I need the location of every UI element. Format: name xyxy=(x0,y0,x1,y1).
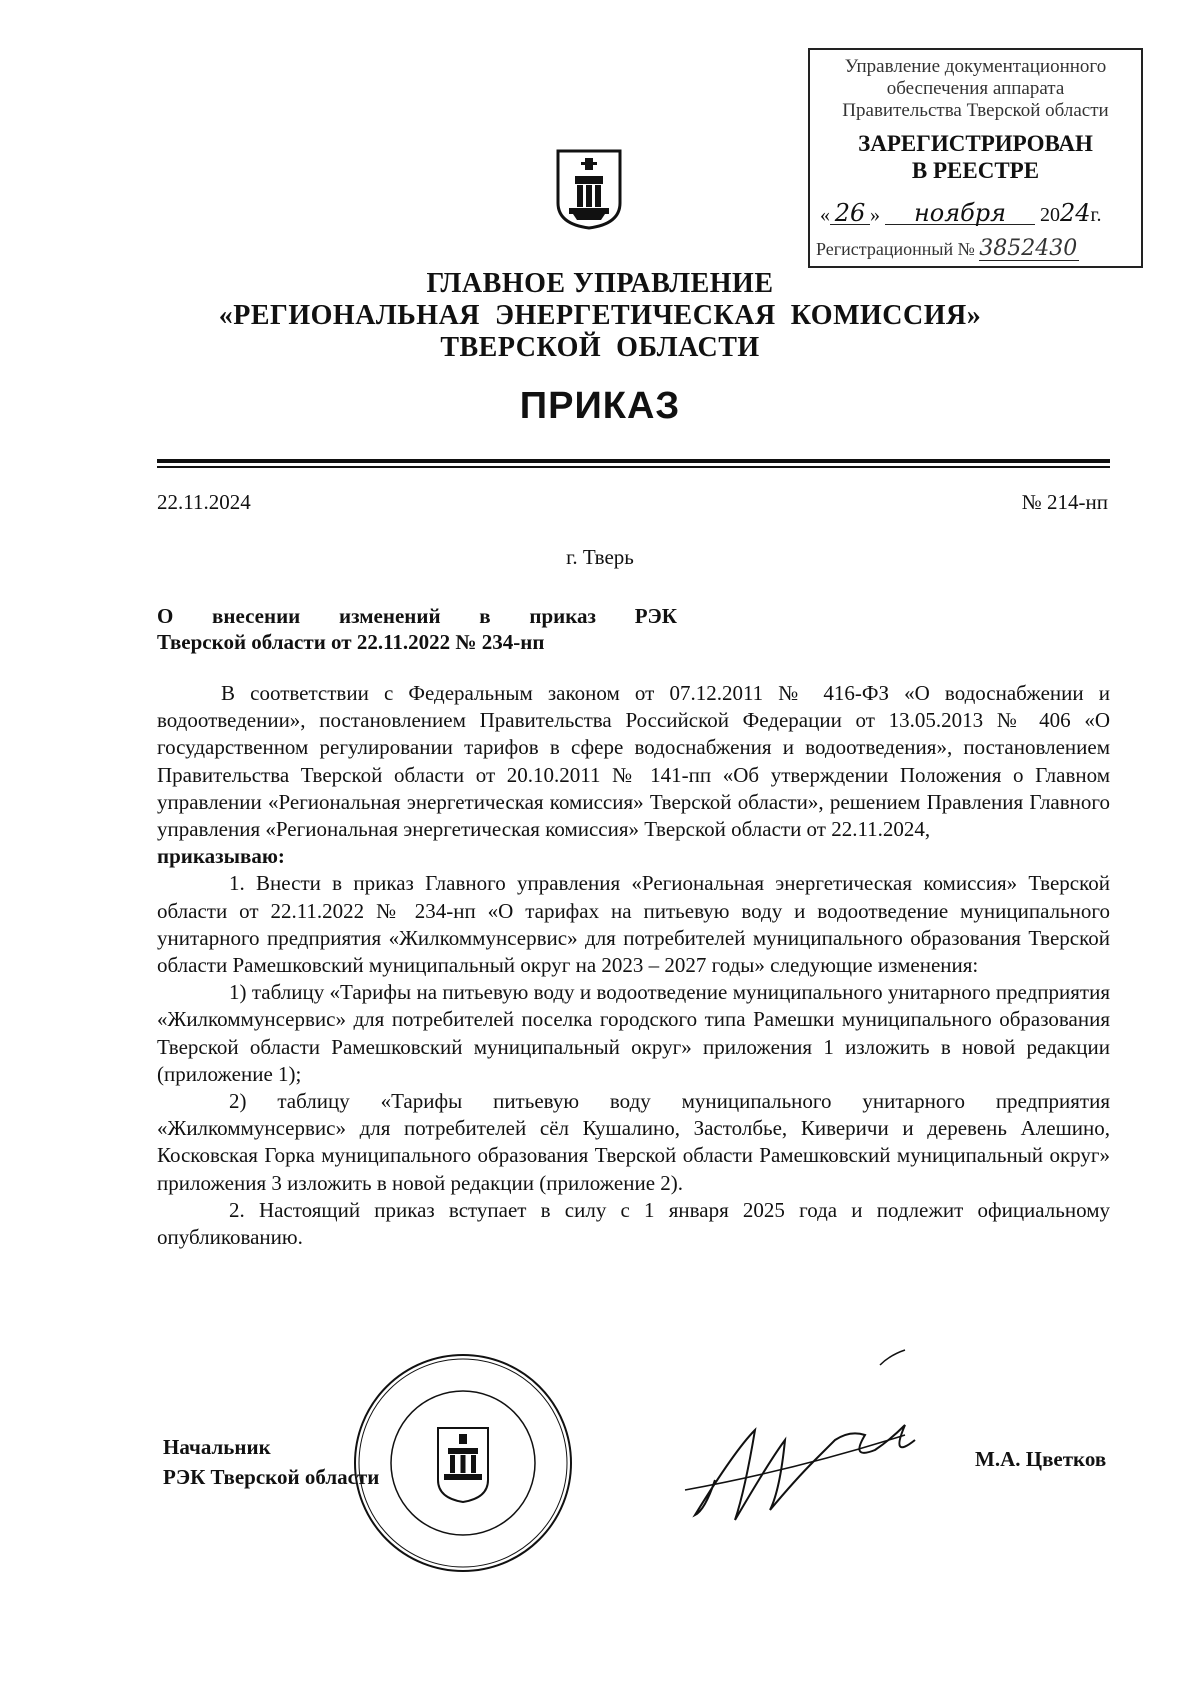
item-1-2-paragraph: 2) таблицу «Тарифы питьевую воду муниципального унитарного предприятия «Жилкоммунсервис» для потребителей сёл Кушалино, Застолбье, Киверичи и деревень Алешино, Косковская Горка муниципального образования Тверской области Рамешковский муниципальный округ» приложения 3 изложить в новой редакции (приложение 2). xyxy=(157,1089,1110,1195)
stamp-date-year-suffix: 24 xyxy=(1060,199,1091,227)
document-body xyxy=(157,680,1110,1251)
stamp-dept-line2: обеспечения аппарата xyxy=(886,78,1065,99)
signatory-position xyxy=(163,1432,379,1492)
document-subject xyxy=(157,603,677,655)
item-2-paragraph: 2. Настоящий приказ вступает в силу с 1 января 2025 года и подлежит официальному опубликованию. xyxy=(157,1197,1110,1250)
stamp-number-label: Регистрационный № xyxy=(816,239,975,259)
stamp-date-day: 26 xyxy=(830,202,870,225)
stamp-date-month: ноября xyxy=(885,202,1035,225)
stamp-number-line xyxy=(816,238,1136,264)
order-word: приказываю: xyxy=(157,844,285,869)
stamp-dept-line1: Управление документационного xyxy=(844,56,1107,77)
position-line1: Начальник xyxy=(163,1435,271,1459)
org-line3: ТВЕРСКОЙ ОБЛАСТИ xyxy=(440,332,760,363)
item-1-paragraph: 1. Внести в приказ Главного управления «Региональная энергетическая комиссия» Тверской области от 22.11.2022 № 234-нп «О тарифах на питьевую воду и водоотведение муниципального унитарного предприятия «Жилкоммунсервис» для потребителей муниципального образования Тверской области Рамешковский муниципальный округ на 2023 – 2027 годы» следующие изменения: xyxy=(157,871,1110,978)
registration-stamp xyxy=(808,48,1143,268)
stamp-registered-line1: ЗАРЕГИСТРИРОВАН xyxy=(858,131,1093,156)
stamp-date-suffix: г. xyxy=(1090,204,1102,226)
document-type: ПРИКАЗ xyxy=(519,385,681,427)
header-divider-thick xyxy=(157,459,1110,463)
coat-of-arms-icon xyxy=(555,148,623,230)
preamble-paragraph: В соответствии с Федеральным законом от 07.12.2011 № 416-ФЗ «О водоснабжении и водоотведении», постановлением Правительства Российской Федерации от 13.05.2013 № 406 «О государственном регулировании тарифов в сфере водоснабжения и водоотведения», постановлением Правительства Тверской области от 20.10.2011 № 141-пп «Об утверждении Положения о Главном управлении «Региональная энергетическая комиссия» Тверской области», решением Правления Главного управления «Региональная энергетическая комиссия» Тверской области от 22.11.2024, xyxy=(157,681,1110,842)
org-line1: ГЛАВНОЕ УПРАВЛЕНИЕ xyxy=(426,268,774,299)
document-number: № 214-нп xyxy=(1021,490,1108,514)
stamp-dept-line3: Правительства Тверской области xyxy=(842,100,1109,121)
position-line2: РЭК Тверской области xyxy=(163,1465,380,1489)
item-1-1-paragraph: 1) таблицу «Тарифы на питьевую воду и водоотведение муниципального унитарного предприятия «Жилкоммунсервис» для потребителей поселка городского типа Рамешки муниципального образования Тверской области Рамешковский муниципальный округ» приложения 1 изложить в новой редакции (приложение 1); xyxy=(157,980,1110,1086)
organization-name xyxy=(150,268,1050,364)
subject-line2: Тверской области от 22.11.2022 № 234-нп xyxy=(157,630,545,654)
stamp-date-year-prefix: 20 xyxy=(1040,204,1060,226)
document-date: 22.11.2024 xyxy=(157,490,251,514)
org-line2: «РЕГИОНАЛЬНАЯ ЭНЕРГЕТИЧЕСКАЯ КОМИССИЯ» xyxy=(218,300,982,331)
stamp-date-line: « 26 » ноября 2024г. xyxy=(820,199,1102,227)
subject-line1: О внесении изменений в приказ РЭК xyxy=(157,604,677,628)
header-divider-thin xyxy=(157,466,1110,468)
document-city: г. Тверь xyxy=(566,545,634,569)
handwritten-signature-icon xyxy=(675,1340,945,1560)
stamp-number-value: 3852430 xyxy=(979,238,1079,261)
signatory-name: М.А. Цветков xyxy=(975,1447,1107,1471)
official-seal-icon xyxy=(352,1352,574,1574)
stamp-registered-line2: В РЕЕСТРЕ xyxy=(911,158,1040,183)
